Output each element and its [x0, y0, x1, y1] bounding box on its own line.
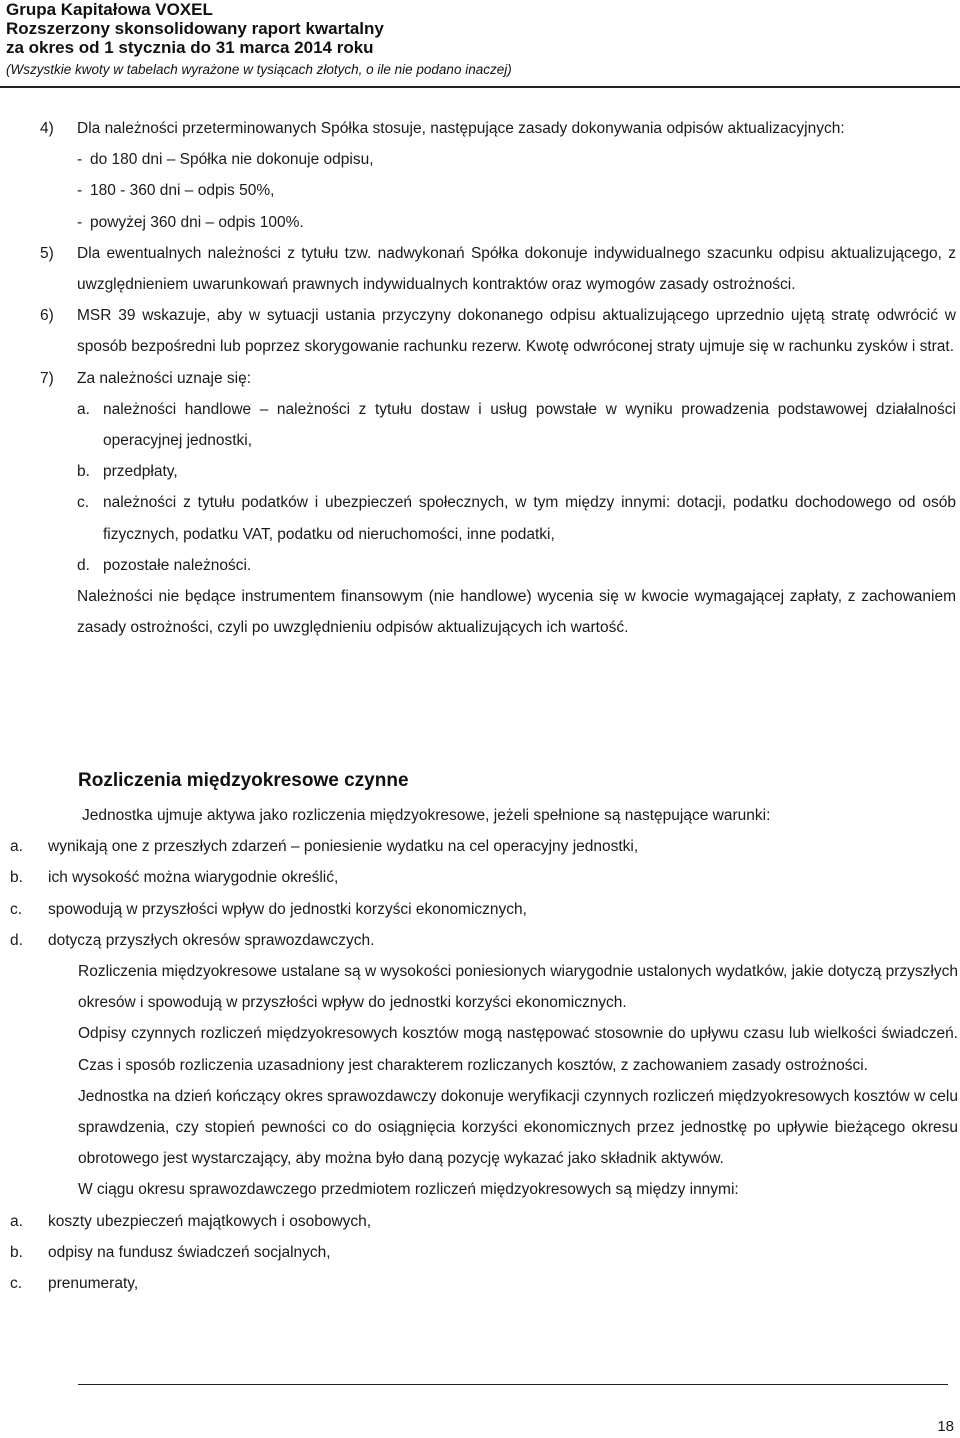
prepayments-section — [8, 800, 958, 1299]
list-item: a. należności handlowe – należności z tytułu dostaw i usług powstałe w wyniku prowadzenia podstawowej działalności operacyjnej jednostki, — [77, 400, 956, 450]
item-number: 6) — [40, 307, 54, 325]
footer-divider — [78, 1384, 948, 1385]
item-number: 4) — [40, 120, 54, 137]
list-item: d. pozostałe należności. — [77, 556, 252, 574]
condition-item: b. ich wysokość można wiarygodnie określić, — [10, 869, 339, 887]
dash-item: - do 180 dni – Spółka nie dokonuje odpisu, — [77, 151, 374, 169]
policy-item-6 — [40, 300, 956, 362]
item-text: Dla ewentualnych należności z tytułu tzw. nadwykonań Spółka dokonuje indywidualnego szacunku odpisu aktualizującego, z uwzględnieniem uwarunkowań prawnych indywidualnych kontraktów oraz wymogów zasady ostrożności. — [77, 244, 956, 294]
condition-item: d. dotyczą przyszłych okresów sprawozdawczych. — [10, 931, 375, 949]
policy-item-4 — [40, 113, 956, 144]
example-item: b. odpisy na fundusz świadczeń socjalnych, — [10, 1243, 331, 1261]
closing-paragraph: Należności nie będące instrumentem finansowym (nie handlowe) wycenia się w kwocie wymagającej zapłaty, z zachowaniem zasady ostrożności, czyli po uwzględnieniu odpisów aktualizujących ich wartość. — [77, 588, 956, 637]
intro-paragraph: Jednostka ujmuje aktywa jako rozliczenia międzyokresowe, jeżeli spełnione są następujące warunki: — [82, 807, 771, 824]
list-item: c. należności z tytułu podatków i ubezpieczeń społecznych, w tym między innymi: dotacji, podatku dochodowego od osób fizycznych, podatku VAT, podatku od nieruchomości, inne podatki, — [77, 494, 956, 543]
header-divider — [0, 86, 960, 88]
item-text: Dla należności przeterminowanych Spółka stosuje, następujące zasady dokonywania odpisów aktualizacyjnych: — [77, 120, 845, 137]
example-item: c. prenumeraty, — [10, 1275, 139, 1293]
condition-item: c. spowodują w przyszłości wpływ do jednostki korzyści ekonomicznych, — [10, 900, 527, 918]
item-number: 5) — [40, 244, 54, 262]
company-name: Grupa Kapitałowa VOXEL — [6, 0, 213, 19]
report-period: za okres od 1 stycznia do 31 marca 2014 roku — [6, 38, 374, 57]
section-title: Rozliczenia międzyokresowe czynne — [78, 770, 409, 791]
report-title: Rozszerzony skonsolidowany raport kwartalny — [6, 19, 384, 38]
list-item: b. przedpłaty, — [77, 463, 178, 481]
policy-item-5 — [40, 238, 956, 300]
item-number: 7) — [40, 369, 54, 387]
dash-item: - 180 - 360 dni – odpis 50%, — [77, 182, 275, 200]
paragraph: Rozliczenia międzyokresowe ustalane są w wysokości poniesionych wiarygodnie ustalonych wydatków, jakie dotyczą przyszłych okresów i spowodują w przyszłości wpływ do jednostki korzyści ekonomicznych. — [78, 963, 958, 1012]
paragraph: W ciągu okresu sprawozdawczego przedmiotem rozliczeń międzyokresowych są między innymi: — [78, 1181, 739, 1199]
report-header — [6, 0, 512, 78]
item-text: Za należności uznaje się: — [77, 369, 252, 387]
condition-item: a. wynikają one z przeszłych zdarzeń – poniesienie wydatku na cel operacyjny jednostki, — [10, 838, 639, 856]
paragraph: Odpisy czynnych rozliczeń międzyokresowych kosztów mogą następować stosownie do upływu czasu lub wielkości świadczeń. Czas i sposób rozliczenia uzasadniony jest charakterem rozliczanych kosztów, z zachowaniem zasady ostrożności. — [78, 1025, 958, 1074]
paragraph: Jednostka na dzień kończący okres sprawozdawczy dokonuje weryfikacji czynnych rozliczeń międzyokresowych kosztów w celu sprawdzenia, czy stopień pewności co do osiągnięcia korzyści ekonomicznych przez jednostkę po upływie bieżącego okresu obrotowego jest wystarczający, aby można było daną pozycję wykazać jako składnik aktywów. — [78, 1087, 958, 1168]
example-item: a. koszty ubezpieczeń majątkowych i osobowych, — [10, 1212, 372, 1230]
receivables-policy — [40, 113, 956, 643]
page-number: 18 — [937, 1418, 954, 1435]
item-text: MSR 39 wskazuje, aby w sytuacji ustania przyczyny dokonanego odpisu aktualizującego uprzednio ujętą stratę odwrócić w sposób bezpośredni lub poprzez skorygowanie rachunku rezerw. Kwotę odwróconej straty ujmuje się w rachunku zysków i strat. — [77, 307, 956, 356]
policy-item-7 — [40, 363, 956, 394]
amounts-note: (Wszystkie kwoty w tabelach wyrażone w tysiącach złotych, o ile nie podano inaczej) — [6, 62, 512, 77]
dash-item: - powyżej 360 dni – odpis 100%. — [77, 213, 304, 231]
